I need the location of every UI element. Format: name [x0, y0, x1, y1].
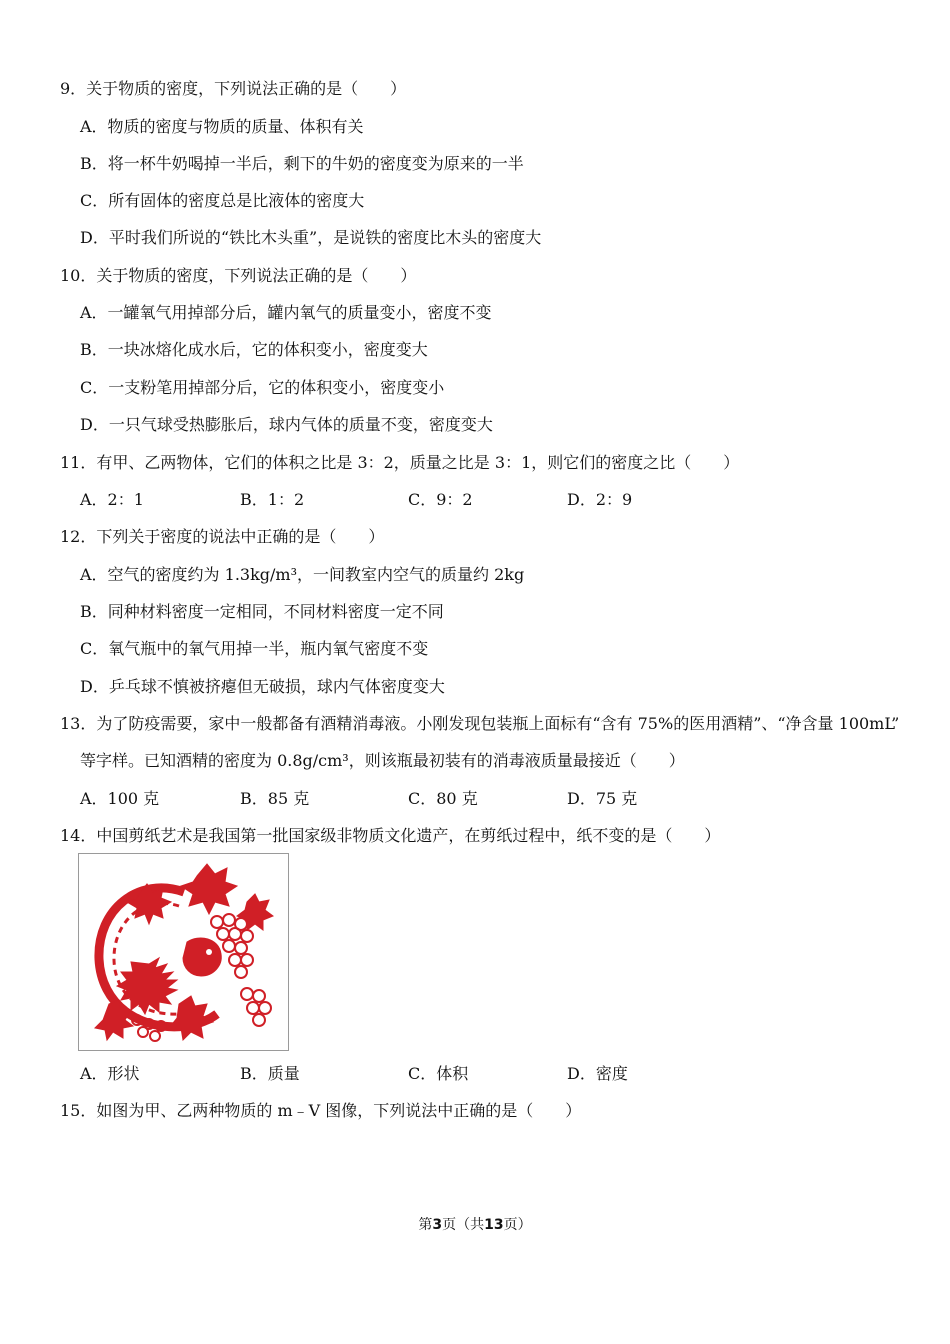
question-10-option-c: C．一支粉笔用掉部分后，它的体积变小，密度变小	[80, 378, 445, 397]
question-9-option-a: A．物质的密度与物质的质量、体积有关	[80, 117, 364, 136]
question-13-option-d: D．75 克	[567, 789, 638, 808]
question-13-option-a: A．100 克	[80, 789, 160, 808]
question-10-option-b: B．一块冰熔化成水后，它的体积变小，密度变大	[80, 340, 428, 359]
question-10-option-d: D．一只气球受热膨胀后，球内气体的质量不变，密度变大	[80, 415, 493, 434]
question-9-option-c: C．所有固体的密度总是比液体的密度大	[80, 191, 365, 210]
question-14-option-d: D．密度	[567, 1064, 628, 1083]
question-13-option-b: B．85 克	[240, 789, 310, 808]
question-11-stem: 11．有甲、乙两物体，它们的体积之比是 3：2，质量之比是 3：1，则它们的密度之比（ ）	[60, 453, 740, 472]
footer-middle: 页（共	[442, 1217, 485, 1233]
question-14-stem: 14．中国剪纸艺术是我国第一批国家级非物质文化遗产，在剪纸过程中，纸不变的是（ ）	[60, 826, 721, 845]
question-14-options	[0, 1064, 950, 1084]
question-11-option-d: D．2：9	[567, 490, 633, 509]
question-11-option-a: A．2：1	[80, 490, 144, 509]
question-12-option-d: D．乒乓球不慎被挤瘪但无破损，球内气体密度变大	[80, 677, 445, 696]
question-14-option-c: C．体积	[408, 1064, 469, 1083]
question-13-options	[0, 789, 950, 809]
question-10-stem: 10．关于物质的密度，下列说法正确的是（ ）	[60, 266, 417, 285]
paper-cut-hedgehog-grapes-icon	[79, 854, 288, 1050]
question-9-option-d: D．平时我们所说的“铁比木头重”，是说铁的密度比木头的密度大	[80, 228, 542, 247]
question-9-option-b: B．将一杯牛奶喝掉一半后，剩下的牛奶的密度变为原来的一半	[80, 154, 524, 173]
question-11-option-c: C．9：2	[408, 490, 473, 509]
question-13-option-c: C．80 克	[408, 789, 478, 808]
question-12-option-c: C．氧气瓶中的氧气用掉一半，瓶内氧气密度不变	[80, 639, 429, 658]
question-15-stem: 15．如图为甲、乙两种物质的 m﹣V 图像，下列说法中正确的是（ ）	[60, 1101, 582, 1120]
footer-prefix: 第	[418, 1217, 433, 1233]
question-11-option-b: B．1：2	[240, 490, 305, 509]
page-footer	[0, 1216, 950, 1234]
question-9-stem: 9．关于物质的密度，下列说法正确的是（ ）	[60, 79, 407, 98]
question-13-stem-line-2: 等字样。已知酒精的密度为 0.8g/cm³，则该瓶最初装有的消毒液质量最接近（ ）	[80, 751, 685, 770]
question-10-option-a: A．一罐氧气用掉部分后，罐内氧气的质量变小，密度不变	[80, 303, 492, 322]
paper-cut-figure	[78, 853, 289, 1051]
question-12-option-a: A．空气的密度约为 1.3kg/m³，一间教室内空气的质量约 2kg	[80, 565, 525, 584]
footer-page-number: 3	[432, 1217, 443, 1233]
question-11-options	[0, 490, 950, 510]
footer-suffix: 页）	[503, 1217, 532, 1233]
question-12-stem: 12．下列关于密度的说法中正确的是（ ）	[60, 527, 385, 546]
question-13-stem-line-1: 13．为了防疫需要，家中一般都备有酒精消毒液。小刚发现包装瓶上面标有“含有 75%的医用酒精”、“净含量 100mL”	[60, 714, 900, 733]
footer-total-pages: 13	[484, 1217, 504, 1233]
question-12-option-b: B．同种材料密度一定相同，不同材料密度一定不同	[80, 602, 444, 621]
question-14-option-a: A．形状	[80, 1064, 140, 1083]
question-14-option-b: B．质量	[240, 1064, 300, 1083]
